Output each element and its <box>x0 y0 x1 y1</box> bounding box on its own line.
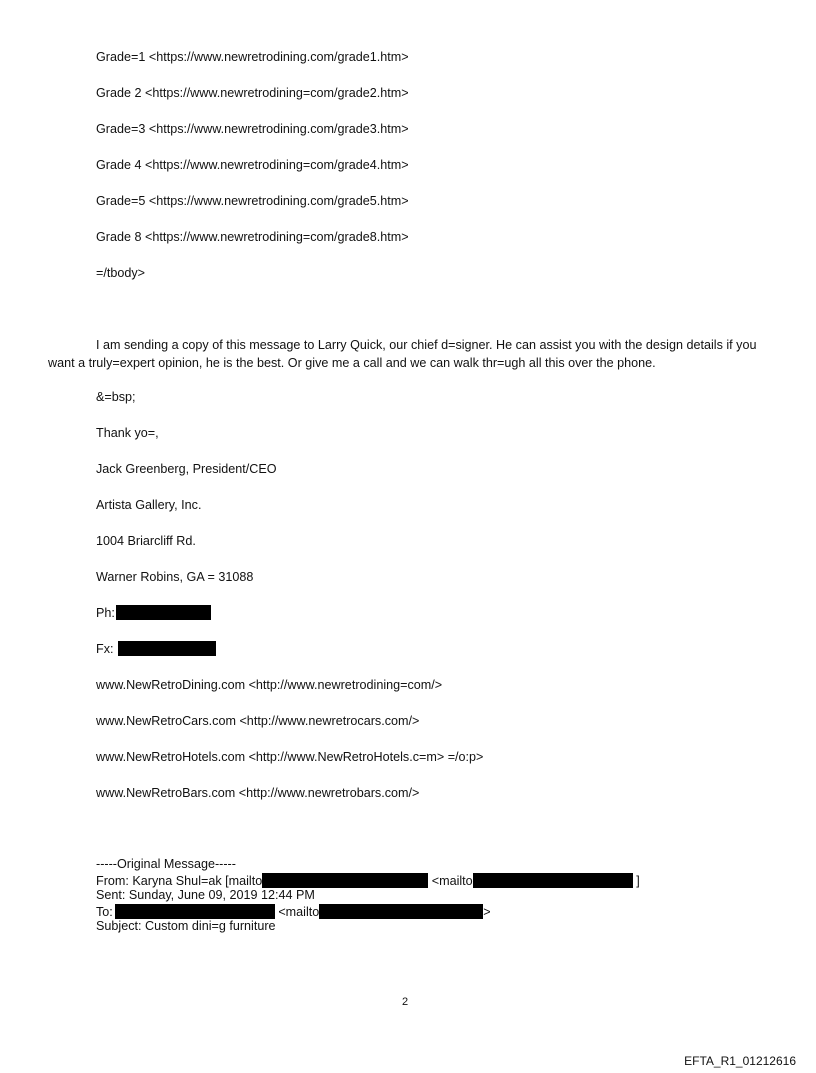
website-line: www.NewRetroHotels.com <http://www.NewRetroHotels.c=m> =/o:p> <box>96 750 484 764</box>
body-paragraph <box>48 336 778 372</box>
phone-line <box>96 605 211 621</box>
redaction-block <box>473 873 633 888</box>
to-mailto: <mailto <box>278 904 320 919</box>
website-line: www.NewRetroBars.com <http://www.newretrobars.com/> <box>96 786 420 800</box>
website-line: www.NewRetroDining.com <http://www.newretrodining=com/> <box>96 678 443 692</box>
redaction-block <box>262 873 428 888</box>
closing-line: Thank yo=, <box>96 426 159 440</box>
tbody-text: =/tbody> <box>96 266 146 280</box>
body-paragraph-text: I am sending a copy of this message to Larry Quick, our chief d=signer. He can assist you with the design details if you want a truly=expert opinion, he is the best. Or give me a call and we can walk thr=ugh all this over the phone. <box>48 338 757 370</box>
redaction-block <box>116 605 211 620</box>
grade-link-line: Grade=1 <https://www.newretrodining.com/grade1.htm> <box>96 50 409 64</box>
from-line <box>96 873 640 889</box>
grade-link-line: Grade 8 <https://www.newretrodining=com/grade8.htm> <box>96 230 409 244</box>
grade-link-line: Grade 2 <https://www.newretrodining=com/grade2.htm> <box>96 86 409 100</box>
subject-line: Subject: Custom dini=g furniture <box>96 919 276 933</box>
from-mailto: <mailto <box>431 873 473 888</box>
signature-company: Artista Gallery, Inc. <box>96 498 202 512</box>
to-end: > <box>483 904 491 919</box>
redaction-block <box>118 641 216 656</box>
original-message-divider: -----Original Message----- <box>96 857 236 871</box>
signature-address-2: Warner Robins, GA = 31088 <box>96 570 254 584</box>
fax-label: Fx: <box>96 642 114 656</box>
grade-link-line: Grade 4 <https://www.newretrodining=com/grade4.htm> <box>96 158 409 172</box>
nbsp-text: &=bsp; <box>96 390 136 404</box>
document-id: EFTA_R1_01212616 <box>684 1054 796 1068</box>
grade-link-line: Grade=3 <https://www.newretrodining.com/grade3.htm> <box>96 122 409 136</box>
page-number: 2 <box>402 996 409 1008</box>
website-line: www.NewRetroCars.com <http://www.newretrocars.com/> <box>96 714 420 728</box>
from-label: From: Karyna Shul=ak [mailto <box>96 873 263 888</box>
redaction-block <box>115 904 275 919</box>
fax-line <box>96 641 216 657</box>
signature-name: Jack Greenberg, President/CEO <box>96 462 277 476</box>
original-message-header <box>96 857 640 935</box>
sent-line: Sent: Sunday, June 09, 2019 12:44 PM <box>96 888 315 902</box>
from-end: ] <box>636 873 640 888</box>
signature-address-1: 1004 Briarcliff Rd. <box>96 534 196 548</box>
phone-label: Ph: <box>96 606 115 620</box>
to-line <box>96 904 640 920</box>
redaction-block <box>319 904 483 919</box>
grade-link-line: Grade=5 <https://www.newretrodining.com/grade5.htm> <box>96 194 409 208</box>
to-label: To: <box>96 904 113 919</box>
